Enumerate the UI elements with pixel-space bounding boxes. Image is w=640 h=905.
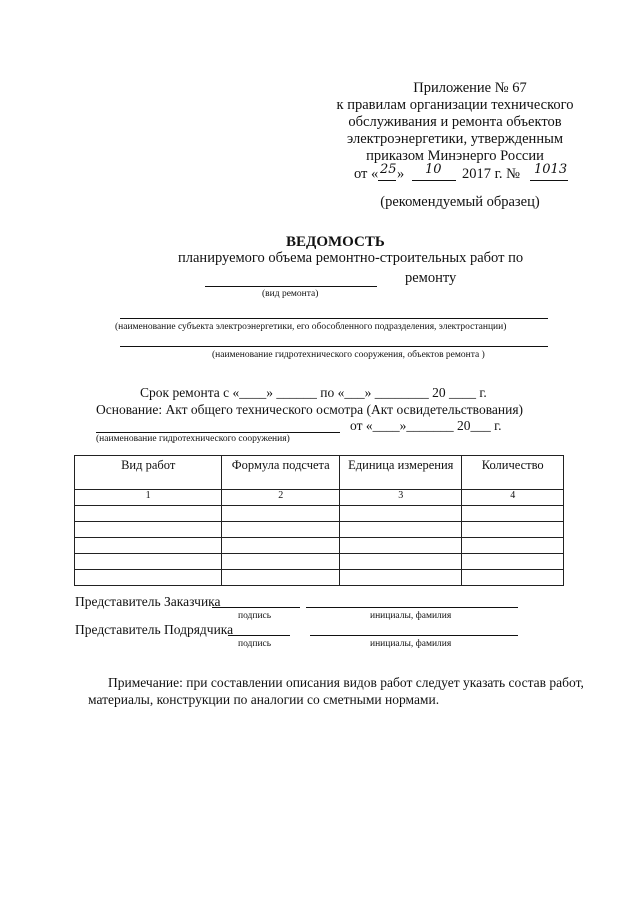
order-date-mid: » xyxy=(397,166,405,182)
basis-structure-caption: (наименование гидротехнического сооружения) xyxy=(96,434,290,444)
contractor-signature-line[interactable] xyxy=(228,635,290,636)
contractor-name-caption: инициалы, фамилия xyxy=(370,639,452,649)
table-cell[interactable] xyxy=(462,554,564,570)
annex-line-2: к правилам организации технического xyxy=(336,97,574,113)
order-month-underline xyxy=(412,180,456,181)
annex-line-5: приказом Минэнерго России xyxy=(366,148,544,164)
table-row xyxy=(75,538,564,554)
customer-signature-line[interactable] xyxy=(212,607,300,608)
order-date-month: 10 xyxy=(425,162,442,177)
order-date-prefix: от « xyxy=(354,166,379,182)
subject-line xyxy=(120,318,548,319)
table-cell[interactable] xyxy=(75,538,222,554)
table-cell[interactable] xyxy=(340,554,462,570)
table-row xyxy=(75,554,564,570)
table-cell[interactable] xyxy=(75,570,222,586)
repair-type-caption: (вид ремонта) xyxy=(262,289,319,299)
order-number: 1013 xyxy=(534,162,568,177)
table-row xyxy=(75,570,564,586)
contractor-label: Представитель Подрядчика xyxy=(75,622,234,637)
table-cell[interactable] xyxy=(222,522,340,538)
structure-line xyxy=(120,346,548,347)
table-cell[interactable] xyxy=(222,570,340,586)
works-table xyxy=(74,455,564,586)
table-cell[interactable] xyxy=(75,522,222,538)
order-date-day: 25 xyxy=(380,162,397,177)
header-unit: Единица измерения xyxy=(340,456,462,490)
customer-signature-caption: подпись xyxy=(238,611,272,621)
table-cell[interactable] xyxy=(462,538,564,554)
table-cell[interactable] xyxy=(340,522,462,538)
table-cell[interactable] xyxy=(462,522,564,538)
table-cell[interactable] xyxy=(222,506,340,522)
table-cell[interactable] xyxy=(222,554,340,570)
table-cell[interactable] xyxy=(222,538,340,554)
document-title: ВЕДОМОСТЬ xyxy=(286,234,385,250)
order-number-underline xyxy=(530,180,568,181)
table-number-row xyxy=(75,490,564,506)
annex-line-4: электроэнергетики, утвержденным xyxy=(347,131,563,147)
note-line-2: материалы, конструкции по аналогии со сметными нормами. xyxy=(88,692,440,707)
column-number: 3 xyxy=(340,490,462,506)
table-cell[interactable] xyxy=(462,570,564,586)
document-subtitle-end: ремонту xyxy=(405,270,457,286)
table-row xyxy=(75,506,564,522)
repair-period: Срок ремонта с «____» ______ по «___» ________ 20 ____ г. xyxy=(140,385,487,400)
table-cell[interactable] xyxy=(340,538,462,554)
contractor-name-line[interactable] xyxy=(310,635,518,636)
table-cell[interactable] xyxy=(340,570,462,586)
customer-label: Представитель Заказчика xyxy=(75,594,221,609)
header-formula: Формула подсчета xyxy=(222,456,340,490)
header-quantity: Количество xyxy=(462,456,564,490)
structure-caption: (наименование гидротехнического сооружения, объектов ремонта ) xyxy=(212,350,485,360)
table-row xyxy=(75,522,564,538)
document-subtitle: планируемого объема ремонтно-строительных работ по xyxy=(178,250,524,266)
annex-line-3: обслуживания и ремонта объектов xyxy=(348,114,562,130)
contractor-signature-caption: подпись xyxy=(238,639,272,649)
customer-name-line[interactable] xyxy=(306,607,518,608)
column-number: 2 xyxy=(222,490,340,506)
customer-name-caption: инициалы, фамилия xyxy=(370,611,452,621)
basis-date: от «____»_______ 20___ г. xyxy=(350,418,502,433)
subject-caption: (наименование субъекта электроэнергетики, его обособленного подразделения, электростанции) xyxy=(115,322,507,332)
table-cell[interactable] xyxy=(75,506,222,522)
annex-number: Приложение № 67 xyxy=(413,80,527,96)
header-work-type: Вид работ xyxy=(75,456,222,490)
order-date-year: 2017 г. № xyxy=(462,166,521,182)
column-number: 4 xyxy=(462,490,564,506)
repair-type-line xyxy=(205,286,377,287)
basis-structure-line xyxy=(96,432,340,433)
table-cell[interactable] xyxy=(340,506,462,522)
table-cell[interactable] xyxy=(462,506,564,522)
basis-text: Основание: Акт общего технического осмотра (Акт освидетельствования) xyxy=(96,402,524,417)
table-header-row xyxy=(75,456,564,490)
recommended-sample: (рекомендуемый образец) xyxy=(380,194,540,210)
order-day-underline xyxy=(378,180,396,181)
column-number: 1 xyxy=(75,490,222,506)
note-line-1: Примечание: при составлении описания видов работ следует указать состав работ, xyxy=(108,675,584,690)
table-cell[interactable] xyxy=(75,554,222,570)
